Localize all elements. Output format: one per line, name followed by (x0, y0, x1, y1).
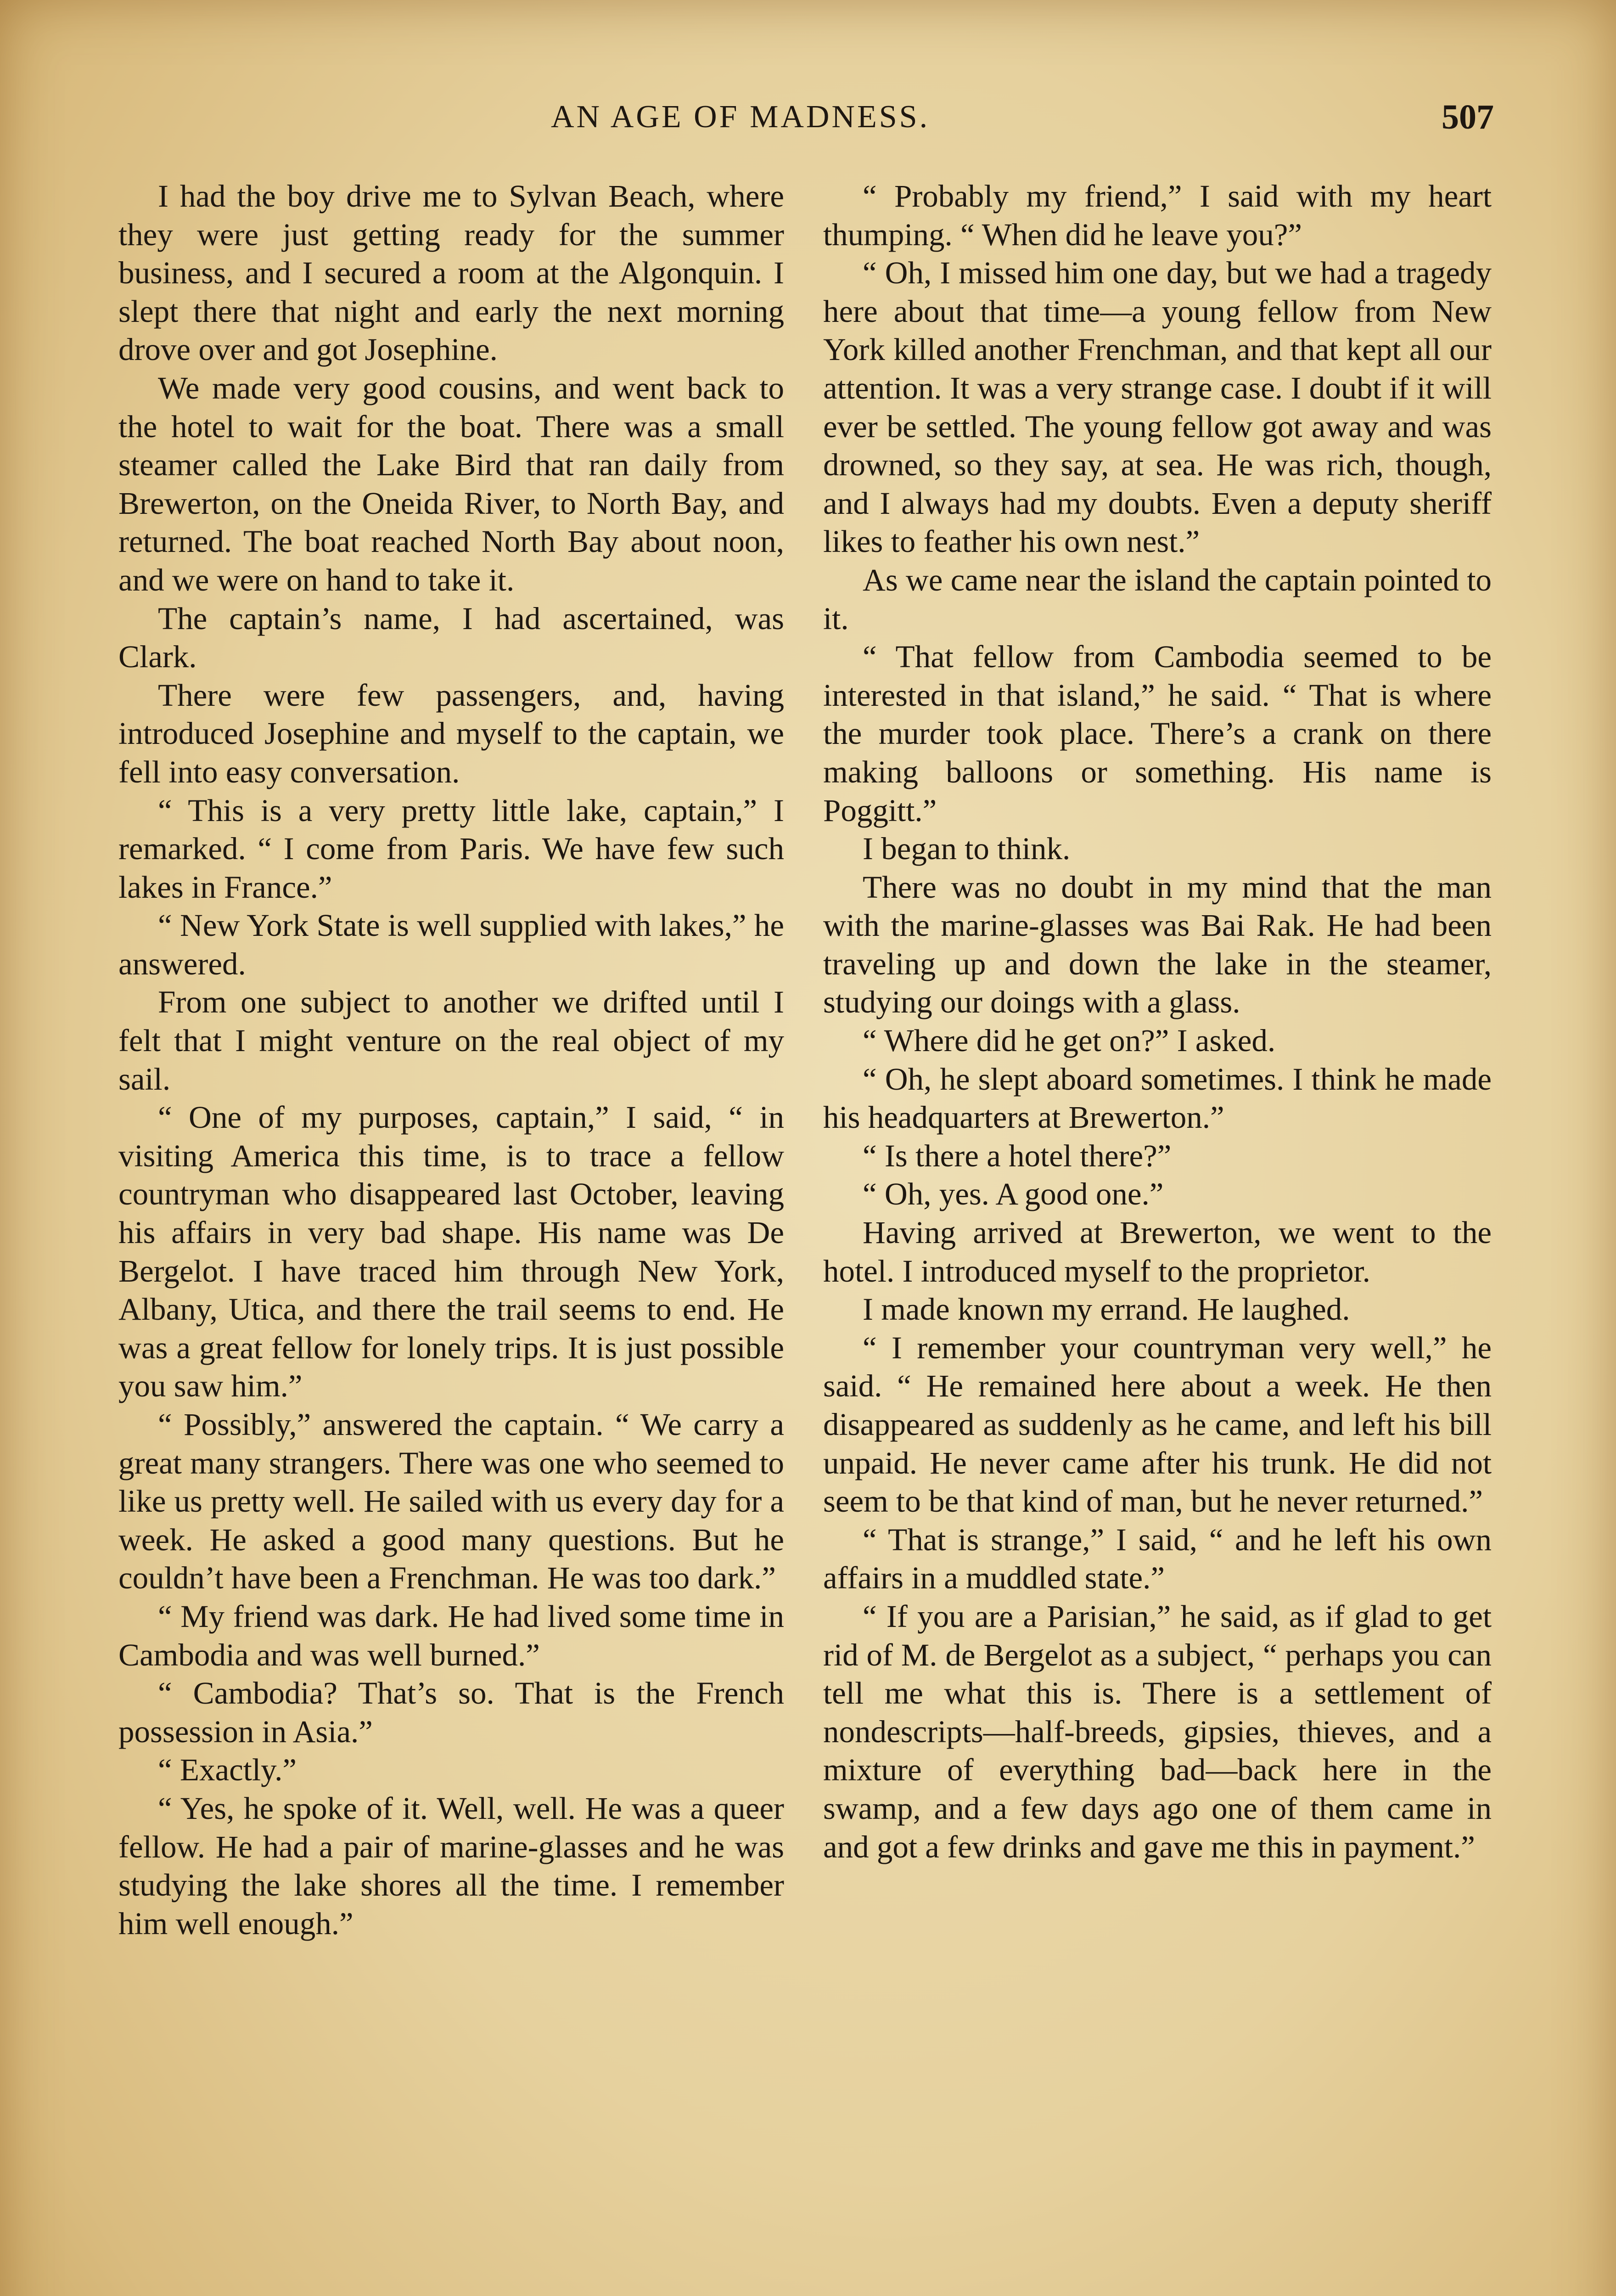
paragraph: “ Where did he get on?” I asked. (863, 1023, 1276, 1058)
page-number: 507 (1442, 98, 1494, 136)
page-header (551, 92, 1494, 142)
left-text-column (118, 177, 784, 2296)
paragraph: “ One of my purposes, captain,” I said, “ in visiting America this time, is to trace a fellow countryman who disappeared last October, leaving his affairs in very bad shape. His name was De Bergelot. I have traced him through New York, Albany, Utica, and there the trail seems to end. He was a great fellow for lonely trips. It is just possible you saw him.” (118, 1100, 784, 1404)
paragraph: “ I remember your countryman very well,” he said. “ He remained here about a week. He then disappeared as suddenly as he came, and left his bill unpaid. He never came after his trunk. He did not seem to be that kind of man, but he never returned.” (823, 1330, 1492, 1519)
paragraph: “ Probably my friend,” I said with my heart thumping. “ When did he leave you?” (823, 179, 1492, 252)
paragraph: The captain’s name, I had ascertained, was Clark. (118, 601, 784, 675)
paragraph: “ Cambodia? That’s so. That is the French possession in Asia.” (118, 1676, 784, 1749)
paragraph: Having arrived at Brewerton, we went to the hotel. I introduced myself to the proprietor. (823, 1215, 1492, 1289)
paragraph: “ New York State is well supplied with lakes,” he answered. (118, 908, 784, 981)
paragraph: “ My friend was dark. He had lived some time in Cambodia and was well burned.” (118, 1598, 784, 1672)
paragraph: “ Yes, he spoke of it. Well, well. He was a queer fellow. He had a pair of marine-glasses and he was studying the lake shores all the time. I remember him well enough.” (118, 1790, 784, 1941)
paragraph: There was no doubt in my mind that the man with the marine-glasses was Bai Rak. He had been traveling up and down the lake in the steamer, studying our doings with a glass. (823, 869, 1492, 1020)
paragraph: “ Is there a hotel there?” (863, 1138, 1172, 1173)
paragraph: “ Oh, yes. A good one.” (863, 1176, 1164, 1212)
paragraph: “ Possibly,” answered the captain. “ We carry a great many strangers. There was one who seemed to like us pretty well. He sailed with us every day for a week. He asked a good many questions. But he couldn’t have been a Frenchman. He was too dark.” (118, 1407, 784, 1596)
paragraph: I had the boy drive me to Sylvan Beach, where they were just getting ready for the summer business, and I secured a room at the Algonquin. I slept there that night and early the next morning drove over and got Josephine. (118, 179, 784, 367)
paragraph: There were few passengers, and, having introduced Josephine and myself to the captain, we fell into easy conversation. (118, 677, 784, 789)
paragraph: “ Oh, I missed him one day, but we had a tragedy here about that time—a young fellow from New York killed another Frenchman, and that kept all our attention. It was a very strange case. I doubt if it will ever be settled. The young fellow got away and was drowned, so they say, at sea. He was rich, though, and I always had my doubts. Even a deputy sheriff likes to feather his own nest.” (823, 255, 1492, 559)
paragraph: “ Exactly.” (158, 1752, 297, 1788)
paragraph: “ That fellow from Cambodia seemed to be interested in that island,” he said. “ That is where the murder took place. There’s a crank on there making balloons or something. His name is Poggitt.” (823, 639, 1492, 828)
paragraph: As we came near the island the captain pointed to it. (823, 562, 1492, 636)
right-text-column (823, 177, 1492, 2296)
paragraph: I began to think. (863, 831, 1071, 867)
paragraph: We made very good cousins, and went back to the hotel to wait for the boat. There was a small steamer called the Lake Bird that ran daily from Brewerton, on the Oneida River, to North Bay, and returned. The boat reached North Bay about noon, and we were on hand to take it. (118, 370, 784, 597)
paragraph: From one subject to another we drifted until I felt that I might venture on the real object of my sail. (118, 985, 784, 1097)
paragraph: “ That is strange,” I said, “ and he left his own affairs in a muddled state.” (823, 1522, 1492, 1596)
paragraph: I made known my errand. He laughed. (863, 1292, 1350, 1327)
paragraph: “ Oh, he slept aboard sometimes. I think he made his headquarters at Brewerton.” (823, 1061, 1492, 1135)
paragraph: “ This is a very pretty little lake, captain,” I remarked. “ I come from Paris. We have few such lakes in France.” (118, 793, 784, 905)
paragraph: “ If you are a Parisian,” he said, as if glad to get rid of M. de Bergelot as a subject, “ perhaps you can tell me what this is. There is a settlement of nondescripts—half-breeds, gipsies, thieves, and a mixture of everything bad—back here in the swamp, and a few days ago one of them came in and got a few drinks and gave me this in payment.” (823, 1598, 1492, 1864)
running-title: AN AGE OF MADNESS. (551, 99, 930, 135)
